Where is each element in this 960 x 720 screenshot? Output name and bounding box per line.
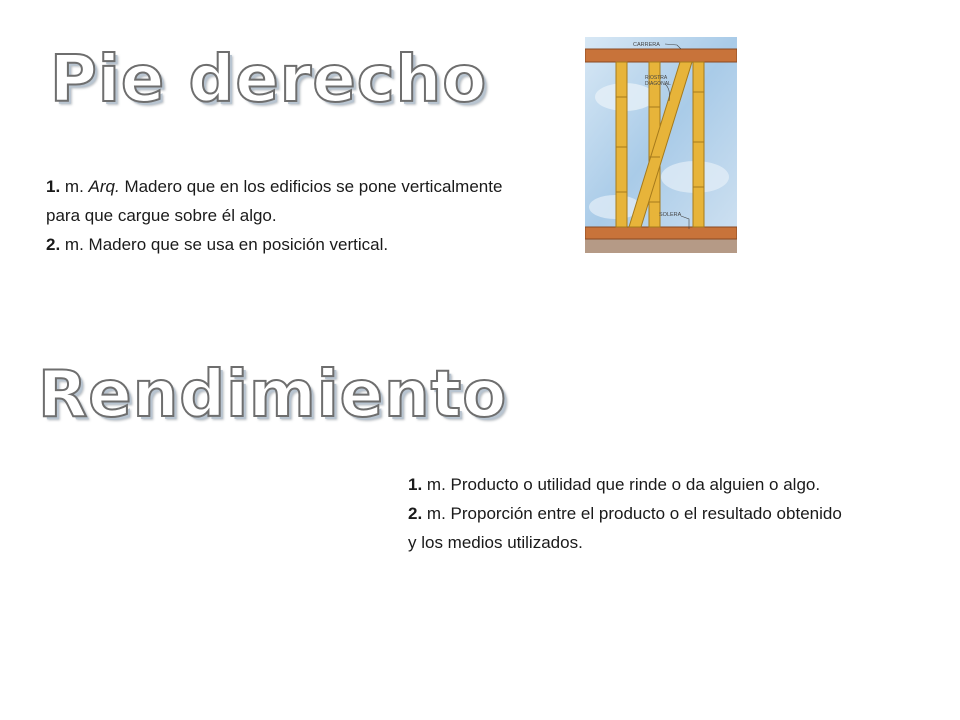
definition-number: 1. (46, 177, 61, 196)
definition-text: Proporción entre el producto o el resultado obtenido y los medios utilizados. (408, 504, 842, 552)
stud-right (693, 62, 704, 227)
definition-category: m. (422, 504, 451, 523)
definition-item (408, 499, 848, 557)
definition-item (408, 470, 848, 499)
top-beam (585, 49, 737, 62)
definitions-list-pie-derecho (46, 172, 526, 259)
definition-text: Madero que se usa en posición vertical. (88, 235, 389, 254)
page-title-pie-derecho: Pie derecho (50, 43, 488, 117)
definition-text: Producto o utilidad que rinde o da alguien o algo. (450, 475, 821, 494)
wood-frame-illustration (585, 37, 737, 253)
definitions-list-rendimiento (408, 470, 848, 557)
definition-text: Madero que en los edificios se pone verticalmente para que cargue sobre él algo. (46, 177, 503, 225)
bottom-beam (585, 227, 737, 239)
page-title-rendimiento: Rendimiento (38, 358, 508, 432)
definition-number: 2. (46, 235, 61, 254)
stud-left (616, 62, 627, 227)
definition-category: m. (60, 235, 89, 254)
definition-category: m. (60, 177, 89, 196)
definition-item (46, 172, 526, 230)
definition-field-abbrev: Arq. (88, 177, 120, 196)
definition-number: 1. (408, 475, 423, 494)
label-solera: SOLERA (659, 212, 682, 218)
definition-item (46, 230, 526, 259)
definition-number: 2. (408, 504, 423, 523)
definition-category: m. (422, 475, 451, 494)
label-riostra-diagonal: RIOSTRA DIAGONAL (645, 75, 671, 87)
label-carrera: CARRERA (633, 42, 660, 48)
